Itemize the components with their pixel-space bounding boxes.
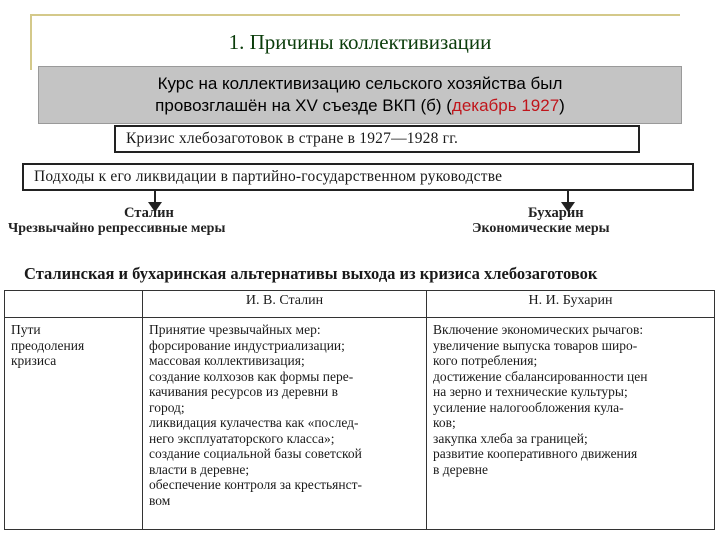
repressive-measures-label: Чрезвычайно репрессивные меры (8, 221, 226, 236)
bukharin-line: закупка хлеба за границей; (433, 430, 588, 446)
collectivization-banner (38, 66, 682, 124)
bukharin-line: развитие кооперативного движения (433, 446, 638, 461)
stalin-line: него эксплуататорского класса»; (149, 430, 335, 446)
bukharin-line: усиление налогообложения кула- (433, 399, 624, 415)
banner-line-2-text: провозглашён на XV съезде ВКП (б) ( (155, 96, 452, 115)
stalin-line: власти в деревне; (149, 461, 250, 477)
row-label-line: преодоления (11, 337, 85, 353)
table-header-stalin: И. В. Сталин (143, 291, 427, 318)
stalin-line: вом (149, 492, 171, 508)
table-header-row (5, 291, 715, 318)
bukharin-line: достижение сбалансированности цен (433, 368, 648, 384)
bukharin-line: увеличение выпуска товаров широ- (433, 337, 638, 353)
stalin-line: качивания ресурсов из деревни в (149, 384, 339, 399)
bukharin-line: кого потребления; (433, 353, 538, 368)
table-header-empty (5, 291, 143, 318)
stalin-cell (143, 318, 427, 530)
stalin-line: создание колхозов как формы пере- (149, 368, 354, 384)
stalin-line: город; (149, 399, 185, 415)
banner-date-highlight: декабрь 1927 (451, 96, 560, 115)
row-label-cell (5, 318, 143, 530)
bukharin-cell (427, 318, 715, 530)
stalin-line: создание социальной базы советской (149, 446, 362, 461)
approaches-box: Подходы к его ликвидации в партийно-государственном руководстве (22, 163, 694, 191)
banner-line-2 (39, 95, 681, 117)
row-label-line: кризиса (11, 353, 57, 368)
bukharin-line: ков; (433, 415, 456, 430)
table-header-bukharin: Н. И. Бухарин (427, 291, 715, 318)
row-label-line: Пути (11, 322, 41, 337)
banner-line-1: Курс на коллективизацию сельского хозяйства был (157, 74, 563, 93)
table-heading: Сталинская и бухаринская альтернативы выхода из кризиса хлебозаготовок (24, 264, 598, 283)
bukharin-label: Бухарин (528, 205, 584, 221)
stalin-line: обеспечение контроля за крестьянст- (149, 477, 363, 492)
economic-measures-label: Экономические меры (472, 221, 610, 236)
alternatives-table (4, 290, 715, 530)
stalin-line: Принятие чрезвычайных мер: (149, 322, 321, 337)
table-row (5, 318, 715, 530)
bukharin-line: в деревне (433, 461, 488, 477)
crisis-box: Кризис хлебозаготовок в стране в 1927—1928 гг. (114, 125, 640, 153)
bukharin-line: Включение экономических рычагов: (433, 322, 644, 337)
bukharin-line: на зерно и технические культуры; (433, 384, 628, 399)
stalin-label: Сталин (124, 205, 174, 221)
stalin-line: ликвидация кулачества как «послед- (149, 415, 359, 430)
stalin-line: форсирование индустриализации; (149, 337, 345, 353)
slide-title: 1. Причины коллективизации (228, 30, 492, 54)
stalin-line: массовая коллективизация; (149, 353, 305, 368)
banner-line-2-end: ) (559, 96, 565, 115)
